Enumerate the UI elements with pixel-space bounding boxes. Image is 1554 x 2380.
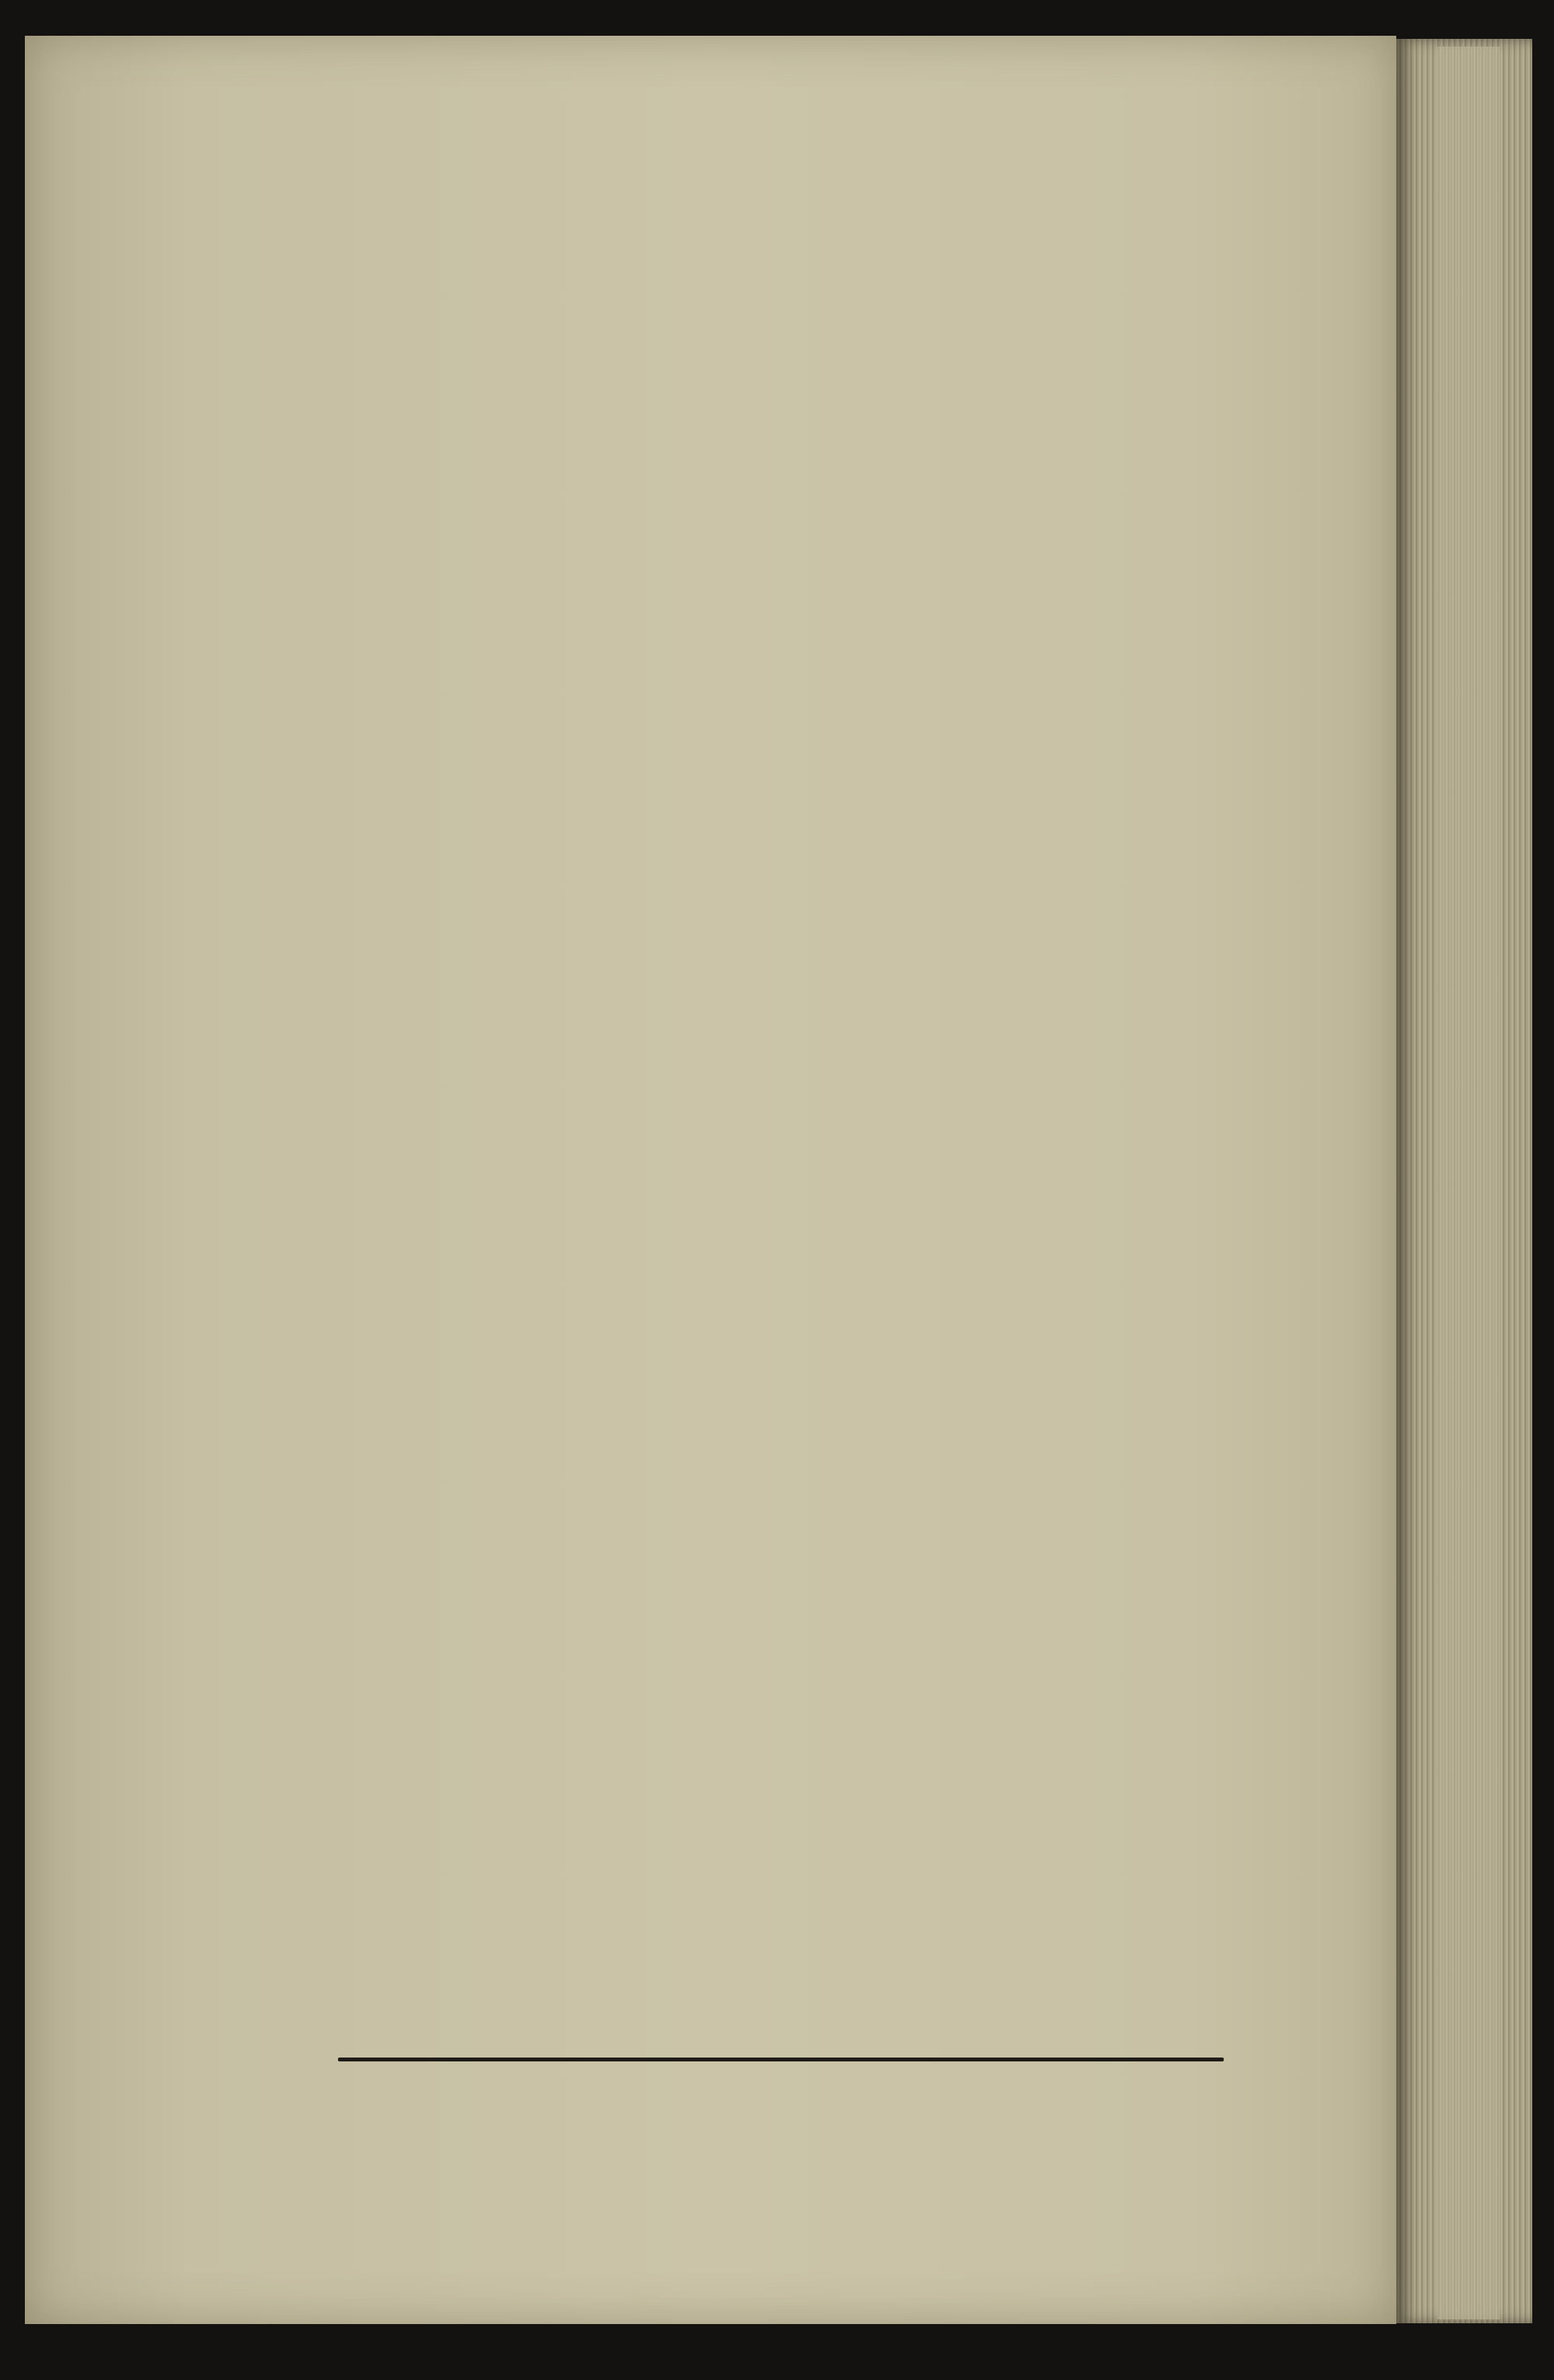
page-edges-inner: [1437, 47, 1500, 2319]
horizontal-rule: [338, 2058, 1224, 2061]
book-page: [25, 36, 1396, 2324]
